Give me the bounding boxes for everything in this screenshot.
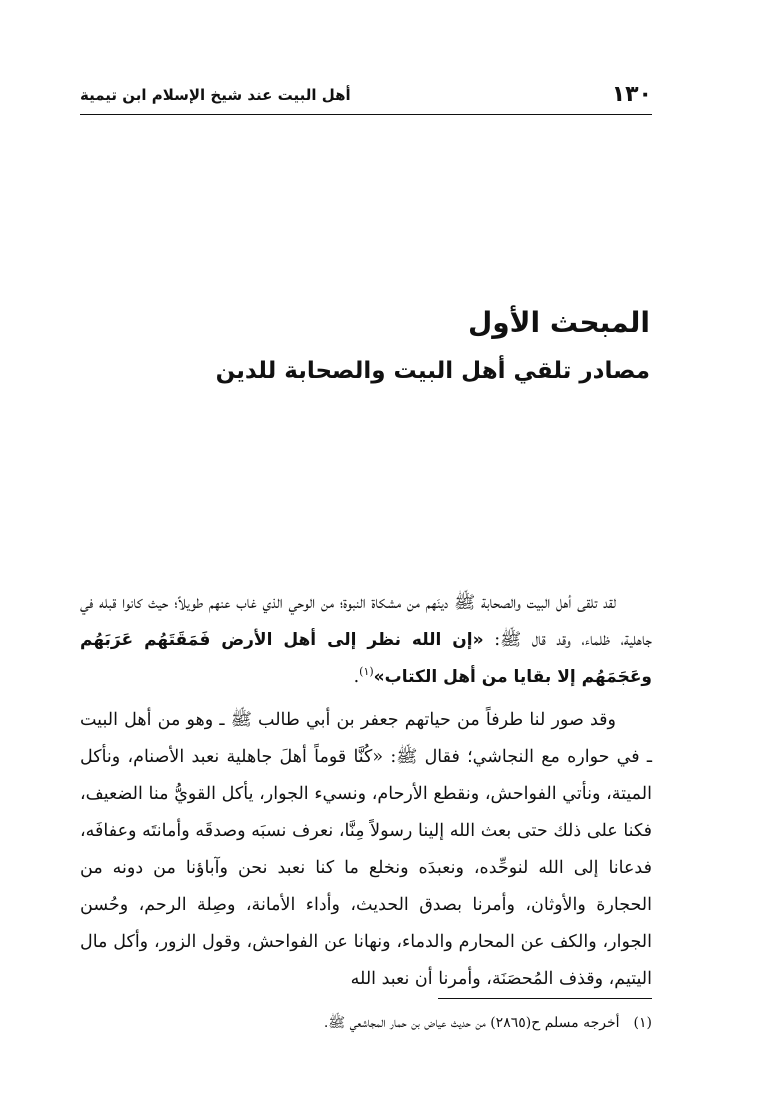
footnote-divider — [438, 998, 652, 999]
book-title: أهل البيت عند شيخ الإسلام ابن تيمية — [80, 86, 351, 104]
footnote-reference[interactable]: (١) — [359, 665, 374, 679]
paragraph-1 — [80, 585, 652, 696]
paragraph-1-end: . — [353, 667, 360, 687]
footnote-text: أخرجه مسلم ح(٢٨٦٥) من حديث عياض بن حمار المجاشعي ﷺ. — [323, 1015, 620, 1031]
body-text — [80, 585, 652, 998]
section-label: المبحث الأول — [467, 306, 650, 339]
hadith-quote: «إن الله نظر إلى أهل الأرض فَمَقَتَهُم عَرَبَهُم وعَجَمَهُم إلا بقايا من أهل الكتاب» — [80, 630, 652, 687]
paragraph-2: وقد صور لنا طرفاً من حياتهم جعفر بن أبي طالب ﷺ ـ وهو من أهل البيت ـ في حواره مع النجاشي؛ فقال ﷺ: «كُنَّا قوماً أهلَ جاهلية نعبد الأصنام، ونأكل الميتة، ونأتي الفواحش، ونقطع الأرحام، ونسيء الجوار، يأكل القويُّ منا الضعيف، فكنا على ذلك حتى بعث الله إلينا رسولاً مِنَّا، نعرف نسبَه وصدقَه وأمانتَه وعفافَه، فدعانا إلى الله لنوحِّده، ونعبدَه ونخلع ما كنا نعبد نحن وآباؤنا من دونه من الحجارة والأوثان، وأمرنا بصدق الحديث، وأداء الأمانة، وصِلة الرحم، وحُسن الجوار، والكف عن المحارم والدماء، ونهانا عن الفواحش، وقول الزور، وأكل مال اليتيم، وقذف المُحصَنَة، وأمرنا أن نعبد الله — [80, 710, 652, 989]
page-number: ١٣٠ — [611, 82, 652, 107]
running-header — [80, 80, 652, 115]
footnote — [80, 1012, 652, 1034]
paragraph-1-intro: لقد تلقى أهل البيت والصحابة ﷺ دينَهم من مشكاة النبوة؛ من الوحي الذي غاب عنهم طويلاً؛ حيث كانوا قبله في جاهلية، ظلماء، وقد قال ﷺ: — [80, 593, 652, 650]
footnote-number: (١) — [633, 1015, 652, 1031]
section-title: مصادر تلقي أهل البيت والصحابة للدين — [215, 358, 650, 384]
